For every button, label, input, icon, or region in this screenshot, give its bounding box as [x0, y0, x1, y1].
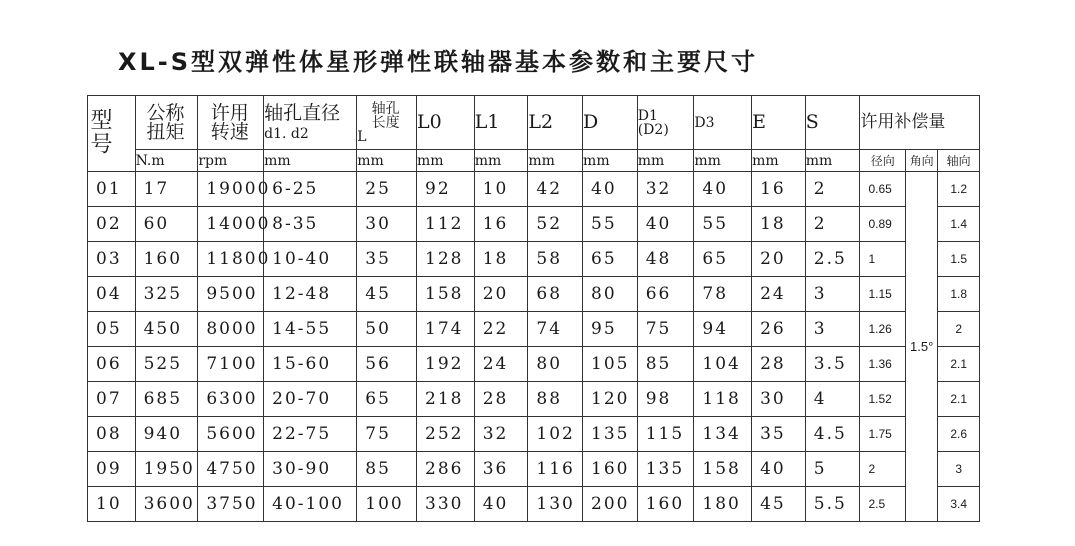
cell-l1: 22 — [474, 312, 528, 347]
table-row — [88, 452, 980, 487]
cell-model: 01 — [88, 172, 136, 207]
header-l1-label: L1 — [474, 111, 500, 133]
cell-axial: 2.1 — [938, 382, 980, 417]
header-bore-length-sub: L — [357, 128, 367, 145]
cell-d3: 65 — [694, 242, 752, 277]
cell-model: 07 — [88, 382, 136, 417]
cell-l0: 92 — [417, 172, 475, 207]
header-compensation — [860, 96, 980, 150]
cell-radial: 0.89 — [860, 207, 906, 242]
cell-s: 5 — [805, 452, 860, 487]
cell-l1: 32 — [474, 417, 528, 452]
header-s — [805, 96, 860, 150]
table-row — [88, 242, 980, 277]
unit-bore-length — [357, 150, 417, 172]
header-d1 — [637, 96, 694, 150]
cell-angular: 1.5° — [905, 172, 937, 522]
cell-l0: 112 — [417, 207, 475, 242]
cell-model: 09 — [88, 452, 136, 487]
cell-axial: 1.4 — [938, 207, 980, 242]
unit-torque — [135, 150, 198, 172]
unit-l0-text: mm — [417, 152, 444, 169]
cell-axial: 1.5 — [938, 242, 980, 277]
cell-s: 2.5 — [805, 242, 860, 277]
table-row — [88, 207, 980, 242]
unit-d3-text: mm — [694, 152, 721, 169]
cell-radial: 2 — [860, 452, 906, 487]
header-bore-sub: d1. d2 — [264, 126, 309, 142]
cell-torque: 17 — [135, 172, 198, 207]
cell-d1: 66 — [637, 277, 694, 312]
cell-bore-len: 45 — [357, 277, 417, 312]
cell-l2: 102 — [528, 417, 583, 452]
cell-torque: 525 — [135, 347, 198, 382]
table-row — [88, 172, 980, 207]
cell-axial: 1.2 — [938, 172, 980, 207]
cell-l2: 68 — [528, 277, 583, 312]
cell-d3: 118 — [694, 382, 752, 417]
cell-l1: 10 — [474, 172, 528, 207]
cell-d: 65 — [583, 242, 638, 277]
cell-l2: 58 — [528, 242, 583, 277]
cell-e: 18 — [752, 207, 806, 242]
table-row — [88, 347, 980, 382]
cell-speed: 9500 — [198, 277, 264, 312]
cell-s: 2 — [805, 207, 860, 242]
cell-model: 02 — [88, 207, 136, 242]
cell-s: 3 — [805, 277, 860, 312]
cell-model: 03 — [88, 242, 136, 277]
cell-torque: 3600 — [135, 487, 198, 522]
unit-l1 — [474, 150, 528, 172]
header-bore-label: 轴孔直径 — [264, 102, 341, 124]
cell-l0: 128 — [417, 242, 475, 277]
cell-speed: 7100 — [198, 347, 264, 382]
unit-s-text: mm — [805, 152, 833, 169]
cell-torque: 685 — [135, 382, 198, 417]
cell-d3: 158 — [694, 452, 752, 487]
cell-l0: 252 — [417, 417, 475, 452]
header-torque — [135, 96, 198, 150]
cell-d: 95 — [583, 312, 638, 347]
cell-bore: 30-90 — [264, 452, 357, 487]
unit-bore — [264, 150, 357, 172]
header-model — [88, 96, 136, 172]
cell-d3: 94 — [694, 312, 752, 347]
header-l1 — [474, 96, 528, 150]
header-speed-label: 许用转速 — [210, 101, 249, 143]
cell-d: 55 — [583, 207, 638, 242]
cell-bore-len: 56 — [357, 347, 417, 382]
cell-e: 30 — [752, 382, 806, 417]
cell-model: 06 — [88, 347, 136, 382]
cell-bore: 22-75 — [264, 417, 357, 452]
cell-d: 200 — [583, 487, 638, 522]
cell-l0: 218 — [417, 382, 475, 417]
table-row — [88, 417, 980, 452]
header-d1-sub: (D2) — [637, 121, 669, 138]
cell-radial: 1 — [860, 242, 906, 277]
cell-speed: 11800 — [198, 242, 264, 277]
table-row — [88, 382, 980, 417]
cell-axial: 2 — [938, 312, 980, 347]
cell-radial: 0.65 — [860, 172, 906, 207]
cell-d1: 135 — [637, 452, 694, 487]
cell-axial: 2.6 — [938, 417, 980, 452]
cell-l1: 28 — [474, 382, 528, 417]
cell-d1: 40 — [637, 207, 694, 242]
cell-bore: 15-60 — [264, 347, 357, 382]
cell-l2: 42 — [528, 172, 583, 207]
cell-l1: 36 — [474, 452, 528, 487]
cell-axial: 2.1 — [938, 347, 980, 382]
cell-d1: 115 — [637, 417, 694, 452]
cell-axial: 3.4 — [938, 487, 980, 522]
cell-torque: 940 — [135, 417, 198, 452]
cell-l2: 130 — [528, 487, 583, 522]
cell-bore-len: 50 — [357, 312, 417, 347]
header-l0 — [417, 96, 475, 150]
cell-bore: 14-55 — [264, 312, 357, 347]
cell-radial: 1.75 — [860, 417, 906, 452]
unit-l2 — [528, 150, 583, 172]
unit-e-text: mm — [752, 152, 779, 169]
cell-l0: 158 — [417, 277, 475, 312]
cell-e: 20 — [752, 242, 806, 277]
header-d-label: D — [583, 111, 599, 133]
cell-bore-len: 25 — [357, 172, 417, 207]
header-s-label: S — [805, 111, 819, 133]
cell-torque: 60 — [135, 207, 198, 242]
cell-d1: 32 — [637, 172, 694, 207]
unit-d1 — [637, 150, 694, 172]
unit-d1-text: mm — [637, 152, 665, 169]
cell-bore: 12-48 — [264, 277, 357, 312]
cell-bore: 40-100 — [264, 487, 357, 522]
cell-radial: 1.52 — [860, 382, 906, 417]
unit-torque-text: N.m — [135, 152, 165, 169]
cell-speed: 8000 — [198, 312, 264, 347]
cell-torque: 1950 — [135, 452, 198, 487]
cell-d1: 48 — [637, 242, 694, 277]
cell-d1: 98 — [637, 382, 694, 417]
cell-l0: 286 — [417, 452, 475, 487]
header-model-label: 型号 — [87, 107, 112, 156]
table-row — [88, 277, 980, 312]
cell-bore-len: 85 — [357, 452, 417, 487]
sub-axial: 轴向 — [938, 150, 980, 172]
header-d — [583, 96, 638, 150]
header-d3-label: D3 — [694, 114, 715, 131]
cell-e: 45 — [752, 487, 806, 522]
cell-l1: 18 — [474, 242, 528, 277]
cell-l1: 24 — [474, 347, 528, 382]
header-l2 — [528, 96, 583, 150]
unit-d3 — [694, 150, 752, 172]
table-row — [88, 487, 980, 522]
header-e-label: E — [752, 111, 766, 133]
unit-bore-text: mm — [264, 152, 291, 169]
cell-s: 4 — [805, 382, 860, 417]
cell-speed: 6300 — [198, 382, 264, 417]
parameter-table — [87, 95, 980, 522]
cell-radial: 1.26 — [860, 312, 906, 347]
cell-speed: 4750 — [198, 452, 264, 487]
cell-d3: 78 — [694, 277, 752, 312]
cell-bore-len: 100 — [357, 487, 417, 522]
cell-d3: 104 — [694, 347, 752, 382]
cell-d1: 160 — [637, 487, 694, 522]
cell-model: 08 — [88, 417, 136, 452]
cell-axial: 1.8 — [938, 277, 980, 312]
cell-bore: 6-25 — [264, 172, 357, 207]
unit-d-text: mm — [583, 152, 610, 169]
cell-torque: 450 — [135, 312, 198, 347]
cell-bore: 10-40 — [264, 242, 357, 277]
cell-e: 40 — [752, 452, 806, 487]
cell-l1: 20 — [474, 277, 528, 312]
table-body — [88, 172, 980, 522]
cell-s: 5.5 — [805, 487, 860, 522]
cell-radial: 1.15 — [860, 277, 906, 312]
unit-l1-text: mm — [474, 152, 502, 169]
header-l2-label: L2 — [528, 111, 554, 133]
cell-d: 135 — [583, 417, 638, 452]
cell-l1: 40 — [474, 487, 528, 522]
unit-d — [583, 150, 638, 172]
cell-bore-len: 30 — [357, 207, 417, 242]
header-d3 — [694, 96, 752, 150]
cell-torque: 160 — [135, 242, 198, 277]
cell-e: 24 — [752, 277, 806, 312]
cell-d: 105 — [583, 347, 638, 382]
cell-l2: 80 — [528, 347, 583, 382]
cell-speed: 14000 — [198, 207, 264, 242]
cell-l2: 52 — [528, 207, 583, 242]
unit-l2-text: mm — [528, 152, 555, 169]
cell-l2: 88 — [528, 382, 583, 417]
cell-radial: 1.36 — [860, 347, 906, 382]
cell-l2: 74 — [528, 312, 583, 347]
cell-model: 04 — [88, 277, 136, 312]
cell-d: 120 — [583, 382, 638, 417]
cell-l0: 192 — [417, 347, 475, 382]
cell-d3: 40 — [694, 172, 752, 207]
header-d1-label: D1 — [637, 107, 658, 124]
header-bore-length-label: 轴孔长度 — [371, 100, 400, 131]
cell-e: 28 — [752, 347, 806, 382]
cell-e: 35 — [752, 417, 806, 452]
header-bore-length — [357, 96, 417, 150]
cell-d: 160 — [583, 452, 638, 487]
cell-bore-len: 75 — [357, 417, 417, 452]
cell-bore-len: 35 — [357, 242, 417, 277]
unit-e — [752, 150, 806, 172]
cell-d3: 180 — [694, 487, 752, 522]
cell-s: 3 — [805, 312, 860, 347]
sub-angular: 角向 — [905, 150, 937, 172]
unit-l0 — [417, 150, 475, 172]
cell-speed: 3750 — [198, 487, 264, 522]
sub-radial: 径向 — [860, 150, 906, 172]
cell-radial: 2.5 — [860, 487, 906, 522]
cell-s: 4.5 — [805, 417, 860, 452]
unit-s — [805, 150, 860, 172]
cell-bore-len: 65 — [357, 382, 417, 417]
cell-l1: 16 — [474, 207, 528, 242]
header-speed — [198, 96, 264, 150]
cell-e: 16 — [752, 172, 806, 207]
cell-axial: 3 — [938, 452, 980, 487]
cell-speed: 5600 — [198, 417, 264, 452]
cell-d: 40 — [583, 172, 638, 207]
header-e — [752, 96, 806, 150]
cell-l0: 330 — [417, 487, 475, 522]
cell-bore: 8-35 — [264, 207, 357, 242]
header-bore — [264, 96, 357, 150]
cell-d1: 75 — [637, 312, 694, 347]
cell-d: 80 — [583, 277, 638, 312]
header-compensation-label: 许用补偿量 — [860, 112, 946, 132]
cell-d3: 134 — [694, 417, 752, 452]
cell-model: 05 — [88, 312, 136, 347]
cell-d3: 55 — [694, 207, 752, 242]
document-title: XL-S型双弹性体星形弹性联轴器基本参数和主要尺寸 — [118, 48, 759, 76]
cell-torque: 325 — [135, 277, 198, 312]
cell-model: 10 — [88, 487, 136, 522]
cell-d1: 85 — [637, 347, 694, 382]
cell-l0: 174 — [417, 312, 475, 347]
unit-speed — [198, 150, 264, 172]
cell-speed: 19000 — [198, 172, 264, 207]
header-l0-label: L0 — [417, 111, 442, 133]
cell-e: 26 — [752, 312, 806, 347]
cell-bore: 20-70 — [264, 382, 357, 417]
cell-s: 3.5 — [805, 347, 860, 382]
cell-l2: 116 — [528, 452, 583, 487]
unit-bore-length-text: mm — [357, 152, 384, 169]
cell-s: 2 — [805, 172, 860, 207]
table-row — [88, 312, 980, 347]
unit-speed-text: rpm — [198, 152, 228, 169]
header-torque-label: 公称扭矩 — [146, 101, 185, 143]
